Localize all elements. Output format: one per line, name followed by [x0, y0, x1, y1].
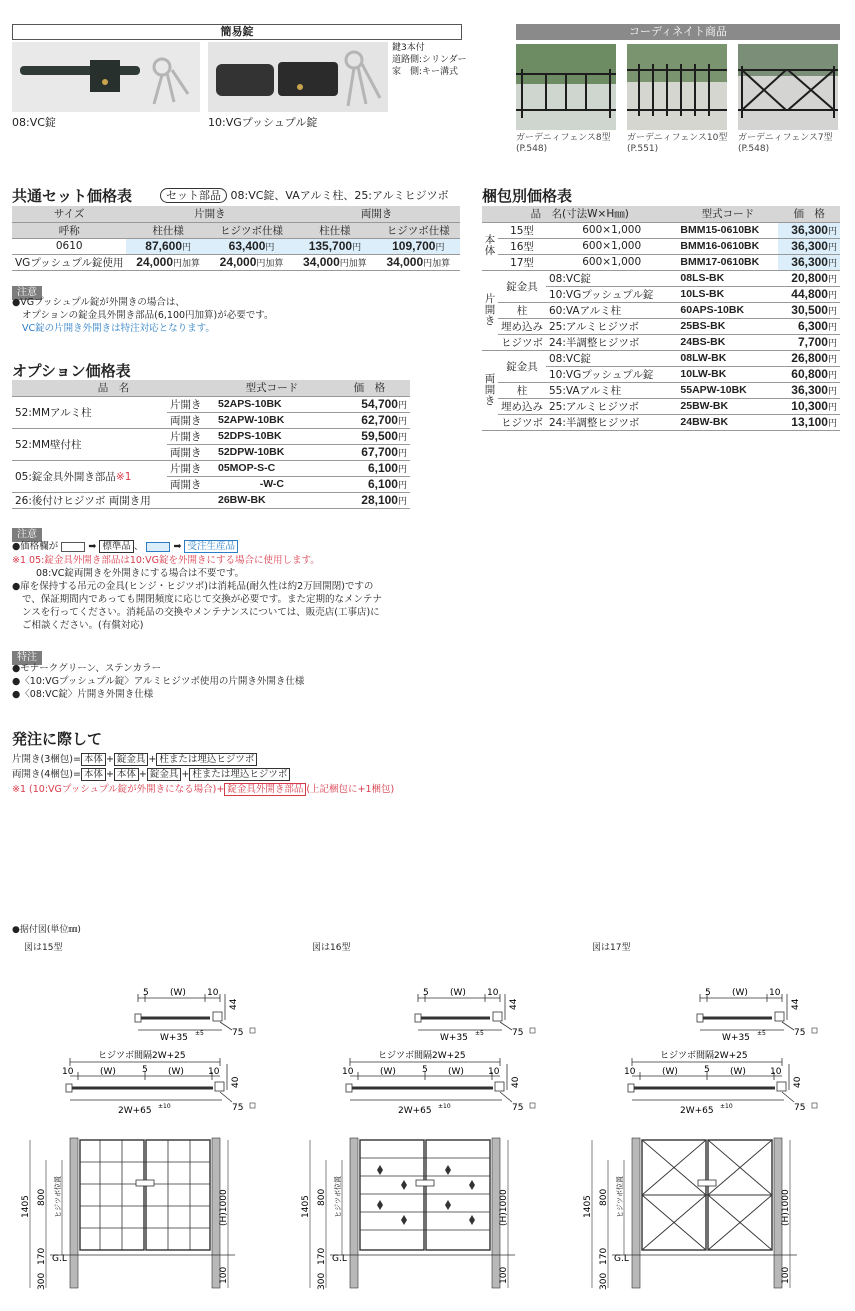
- table-row: 両開き 52APW-10BK 62,700円: [12, 412, 410, 428]
- dim-100: 100: [499, 1266, 509, 1284]
- table-row: 片開き 錠金具 08:VC錠 08LS-BK 20,800円: [482, 270, 840, 286]
- set-parts: セット部品 08:VC錠、VAアルミ柱、25:アルミヒジツボ: [160, 187, 449, 203]
- dim-w-r: (W): [730, 1067, 746, 1077]
- order-title: 発注に際して: [12, 730, 103, 748]
- fence-7-caption: ガーデニィフェンス7型 (P.548): [738, 133, 833, 154]
- dim-five-c: 5: [422, 1065, 428, 1075]
- dim-1405: 1405: [583, 1195, 593, 1218]
- dim-tol10: ±10: [438, 1103, 451, 1110]
- table-row: 0610 87,600円 63,400円 135,700円 109,700円: [12, 238, 460, 254]
- dim-1405: 1405: [301, 1195, 311, 1218]
- table-row: 05:錠金具外開き部品※1 片開き 05MOP-S-C 6,100円: [12, 460, 410, 476]
- table-row: ヒジツボ 24:半調整ヒジツボ 24BS-BK 7,700円: [482, 334, 840, 350]
- dim-800: 800: [599, 1188, 609, 1206]
- table-row: 17型 600×1,000 BMM17-0610BK 36,300円: [482, 254, 840, 270]
- dim-75b: 75: [512, 1103, 524, 1113]
- table-row: 柱 55:VAアルミ柱 55APW-10BK 36,300円: [482, 382, 840, 398]
- table-row: 10:VGプッシュプル錠 10LW-BK 60,800円: [482, 366, 840, 382]
- table-row: VGプッシュプル錠使用 24,000円加算 24,000円加算 34,000円加算 34,000円加算: [12, 254, 460, 270]
- table-row: 埋め込み 25:アルミヒジツボ 25BS-BK 6,300円: [482, 318, 840, 334]
- option-table: 品 名 型式コード 価 格 52:MMアルミ柱 片開き 52APS-10BK 54,700円 両開き 52APW-10BK 62,700円 52:MM壁付柱 片開き 52DPS-10BK 59,500円 両開き 52DPW-10BK 67,700円 05:錠金具外開き部品※1 片開き 05MOP-S-C 6,100円 両開き -W-C 6,100円 26:後付けヒジツボ 両開き用 26BW-BK 28,100円: [12, 380, 410, 509]
- dim-w35: W+35: [440, 1033, 468, 1043]
- dim-40: 40: [231, 1076, 241, 1088]
- dim-tol10: ±10: [720, 1103, 733, 1110]
- dim-pitch: ヒジツボ間隔2W+25: [660, 1051, 748, 1061]
- table-row: 本体 15型 600×1,000 BMM15-0610BK 36,300円: [482, 222, 840, 238]
- dim-800: 800: [37, 1188, 47, 1206]
- fig-17-label: 図は17型: [592, 943, 631, 953]
- table-row: 10:VGプッシュプル錠 10LS-BK 44,800円: [482, 286, 840, 302]
- drawings-title: ●据付図(単位㎜): [12, 925, 81, 935]
- table-row: ヒジツボ 24:半調整ヒジツボ 24BW-BK 13,100円: [482, 414, 840, 430]
- fig-16-label: 図は16型: [312, 943, 351, 953]
- dim-75b: 75: [794, 1103, 806, 1113]
- fence-10-photo: [627, 44, 727, 130]
- dim-44: 44: [509, 998, 519, 1010]
- dim-ten: 10: [487, 988, 499, 998]
- common-set-title: 共通セット価格表: [12, 187, 133, 205]
- dim-tol5: ±5: [195, 1030, 204, 1037]
- dim-170: 170: [37, 1247, 47, 1265]
- dim-w: (W): [450, 988, 466, 998]
- dim-w65: 2W+65: [398, 1106, 432, 1116]
- common-note-tag: 注意: [12, 280, 42, 300]
- table-row: 柱 60:VAアルミ柱 60APS-10BK 30,500円: [482, 302, 840, 318]
- dim-75: 75: [512, 1028, 524, 1038]
- table-row: 26:後付けヒジツボ 両開き用 26BW-BK 28,100円: [12, 492, 410, 508]
- dim-w35: W+35: [722, 1033, 750, 1043]
- dim-five-c: 5: [704, 1065, 710, 1075]
- table-row: 52:MMアルミ柱 片開き 52APS-10BK 54,700円: [12, 396, 410, 412]
- simple-lock-title: 簡易錠: [12, 24, 462, 40]
- dim-gl: G.L: [52, 1254, 67, 1264]
- drawing-17: [572, 980, 842, 1304]
- option-note-tag: 注意: [12, 522, 42, 542]
- dim-800: 800: [317, 1188, 327, 1206]
- dim-w-l: (W): [662, 1067, 678, 1077]
- fence-8-photo: [516, 44, 616, 130]
- table-row: 16型 600×1,000 BMM16-0610BK 36,300円: [482, 238, 840, 254]
- dim-w65: 2W+65: [680, 1106, 714, 1116]
- drawing-16: [290, 980, 560, 1304]
- dim-300: 300: [317, 1272, 327, 1290]
- common-set-table: サイズ 片開き 両開き 呼称 柱仕様 ヒジツボ仕様 柱仕様 ヒジツボ仕様 0610 87,600円 63,400円 135,700円 109,700円 VGプッシュプル錠使用 24,000円加算 24,000円加算 34,000円加算 34,000円加算: [12, 206, 460, 271]
- dim-75: 75: [794, 1028, 806, 1038]
- dim-75b: 75: [232, 1103, 244, 1113]
- fig-15-label: 図は15型: [24, 943, 63, 953]
- vg-lock-caption: 10:VGプッシュプル錠: [208, 116, 318, 129]
- dim-75: 75: [232, 1028, 244, 1038]
- special-notes: ●モナークグリーン、ステンカラー ●〈10:VGプッシュプル錠〉アルミヒジツボ使用の片開き外開き仕様 ●〈08:VC錠〉片開き外開き仕様: [12, 663, 305, 700]
- dim-1000: (H)1000: [781, 1189, 791, 1226]
- order-lines: 片開き(3梱包)= 本体 + 錠金具 + 柱または埋込ヒジツボ 両開き(4梱包)= 本体 + 本体 + 錠金具 + 柱または埋込ヒジツボ ※1 (10:VGプッシュプル錠が外開きになる場合)+ 錠金具外開き部品 (上記梱包に+1梱包): [12, 754, 395, 795]
- set-parts-label: セット部品: [160, 188, 227, 203]
- table-row: 52:MM壁付柱 片開き 52DPS-10BK 59,500円: [12, 428, 410, 444]
- dim-hinge-pos: ヒジツボ位置: [54, 1176, 62, 1218]
- dim-w: (W): [732, 988, 748, 998]
- dim-hinge-pos: ヒジツボ位置: [616, 1176, 624, 1218]
- dim-1405: 1405: [21, 1195, 31, 1218]
- dim-w: (W): [170, 988, 186, 998]
- common-notes: ●VGプッシュプル錠が外開きの場合は、 オプションの錠金具外開き部品(6,100円加算)が必要です。 VC錠の片開き外開きは特注対応となります。: [12, 297, 274, 334]
- dim-ten: 10: [207, 988, 219, 998]
- dim-w65: 2W+65: [118, 1106, 152, 1116]
- dim-300: 300: [37, 1272, 47, 1290]
- dim-300: 300: [599, 1272, 609, 1290]
- dim-tol5: ±5: [757, 1030, 766, 1037]
- table-row: 両開き 52DPW-10BK 67,700円: [12, 444, 410, 460]
- dim-ten-l: 10: [342, 1067, 354, 1077]
- dim-w-l: (W): [100, 1067, 116, 1077]
- dim-ten-l: 10: [62, 1067, 74, 1077]
- dim-100: 100: [219, 1266, 229, 1284]
- dim-1000: (H)1000: [219, 1189, 229, 1226]
- dim-100: 100: [781, 1266, 791, 1284]
- key-note: 鍵3本付 道路側:シリンダー 家 側:キー溝式: [392, 43, 467, 77]
- dim-ten-r: 10: [488, 1067, 500, 1077]
- drawing-15: [10, 980, 280, 1304]
- dim-40: 40: [793, 1076, 803, 1088]
- vc-lock-photo: [12, 42, 200, 112]
- dim-ten-l: 10: [624, 1067, 636, 1077]
- dim-40: 40: [511, 1076, 521, 1088]
- fence-10-caption: ガーデニィフェンス10型 (P.551): [627, 133, 728, 154]
- pack-title: 梱包別価格表: [482, 187, 573, 205]
- dim-pitch: ヒジツボ間隔2W+25: [98, 1051, 186, 1061]
- dim-five-c: 5: [142, 1065, 148, 1075]
- dim-hinge-pos: ヒジツボ位置: [334, 1176, 342, 1218]
- dim-w-r: (W): [168, 1067, 184, 1077]
- table-row: 両開き 錠金具 08:VC錠 08LW-BK 26,800円: [482, 350, 840, 366]
- dim-ten-r: 10: [208, 1067, 220, 1077]
- dim-1000: (H)1000: [499, 1189, 509, 1226]
- dim-pitch: ヒジツボ間隔2W+25: [378, 1051, 466, 1061]
- special-tag: 特注: [12, 645, 42, 665]
- dim-ten-r: 10: [770, 1067, 782, 1077]
- table-row: 両開き -W-C 6,100円: [12, 476, 410, 492]
- dim-ten: 10: [769, 988, 781, 998]
- dim-44: 44: [791, 998, 801, 1010]
- dim-w-l: (W): [380, 1067, 396, 1077]
- coordinate-title: コーディネイト商品: [516, 24, 840, 40]
- vc-lock-caption: 08:VC錠: [12, 116, 56, 129]
- dim-gl: G.L: [614, 1254, 629, 1264]
- dim-five: 5: [143, 988, 149, 998]
- dim-44: 44: [229, 998, 239, 1010]
- dim-w-r: (W): [448, 1067, 464, 1077]
- dim-170: 170: [317, 1247, 327, 1265]
- dim-tol5: ±5: [475, 1030, 484, 1037]
- fence-8-caption: ガーデニィフェンス8型 (P.548): [516, 133, 611, 154]
- pack-table: 品 名(寸法W×H㎜) 型式コード 価 格 本体 15型 600×1,000 BMM15-0610BK 36,300円 16型 600×1,000 BMM16-0610BK 36,300円 17型 600×1,000 BMM17-0610BK 36,300円 片開き 錠金具 08:VC錠 08LS-BK 20,800円 10:VGプッシュプル錠 10LS-BK 44,800円 柱 60:VAアルミ柱 60APS-10BK 30,500円 埋め込み 25:アルミヒジツボ 25BS-BK 6,300円 ヒジツボ 24:半調整ヒジツボ 24BS-BK 7,700円 両開き 錠金具 08:VC錠 08LW-BK 26,800円 10:VGプッシュプル錠 10LW-BK 60,800円 柱 55:VAアルミ柱 55APW-10BK 36,300円 埋め込み 25:アルミヒジツボ 25BW-BK 10,300円 ヒジツボ 24:半調整ヒジツボ 24BW-BK 13,100円: [482, 206, 840, 431]
- dim-tol10: ±10: [158, 1103, 171, 1110]
- option-title: オプション価格表: [12, 362, 131, 380]
- option-notes: ●価格欄が ➡ 標準品 、 ➡ 受注生産品 ※1 05:錠金具外開き部品は10:VG錠を外開きにする場合に使用します。 08:VC錠両開きを外開きにする場合は不要です。 ●扉を保持する吊元の金具(ヒンジ・ヒジツボ)は消耗品(耐久性は約2万回開閉)ですの で、保証期間内であっても開閉頻度に応じて交換が必要です。また定期的なメンテナ ンスを行ってください。消耗品の交換やメンテナンスについては、販売店(工事店)に ご相談ください。(有償対応): [12, 541, 382, 631]
- vg-lock-photo: [208, 42, 388, 112]
- dim-w35: W+35: [160, 1033, 188, 1043]
- dim-170: 170: [599, 1247, 609, 1265]
- dim-gl: G.L: [332, 1254, 347, 1264]
- table-row: 埋め込み 25:アルミヒジツボ 25BW-BK 10,300円: [482, 398, 840, 414]
- fence-7-photo: [738, 44, 838, 130]
- dim-five: 5: [423, 988, 429, 998]
- dim-five: 5: [705, 988, 711, 998]
